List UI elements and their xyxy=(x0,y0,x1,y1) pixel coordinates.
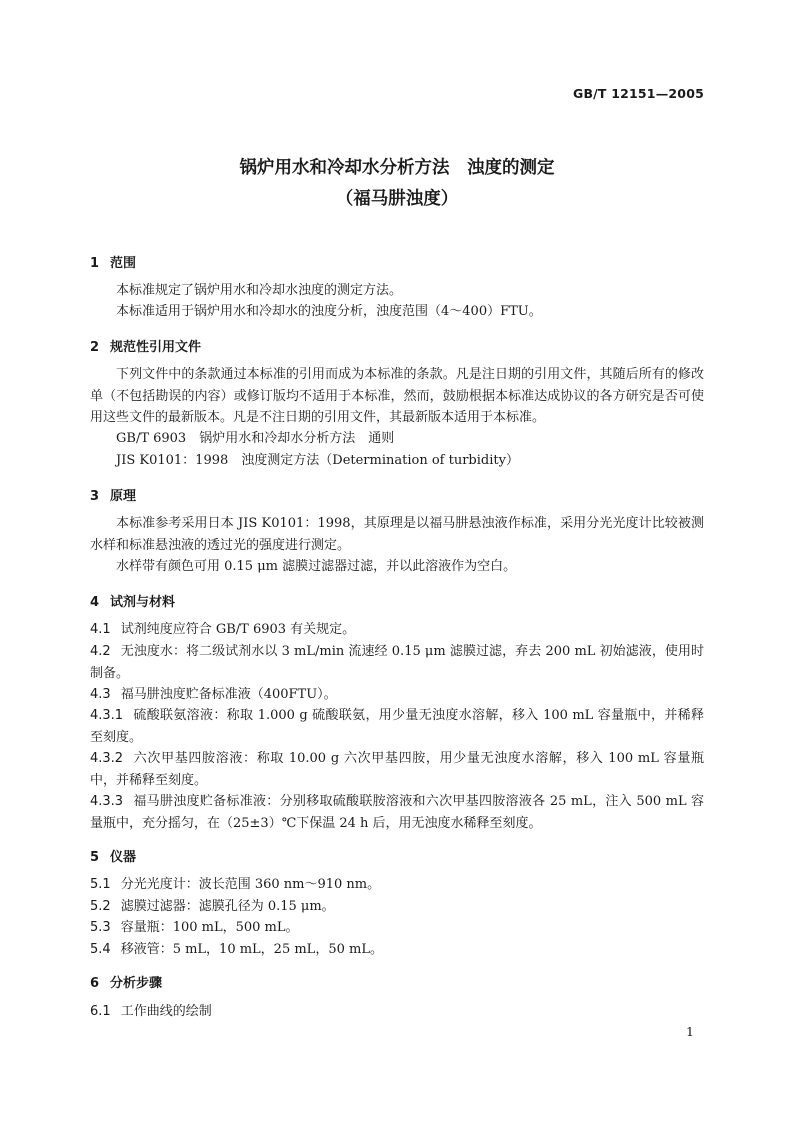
section-number: 3 xyxy=(90,489,100,504)
clause-number: 5.2 xyxy=(90,899,111,914)
reference-item: GB/T 6903 锅炉用水和冷却水分析方法 通则 xyxy=(116,431,395,446)
clause-number: 4.3.2 xyxy=(90,751,124,766)
clause-number: 4.3 xyxy=(90,687,111,702)
section-heading-5 xyxy=(90,846,136,865)
reference-item: JIS K0101：1998 浊度测定方法（Determination of turbidity） xyxy=(116,453,519,468)
clause-text: 工作曲线的绘制 xyxy=(120,1004,212,1019)
section-number: 2 xyxy=(90,340,100,355)
clause-text: 试剂纯度应符合 GB/T 6903 有关规定。 xyxy=(120,622,356,637)
section-title: 仪器 xyxy=(110,850,137,865)
clause-number: 4.2 xyxy=(90,644,111,659)
section-title: 分析步骤 xyxy=(110,976,163,991)
clause-number: 5.1 xyxy=(90,877,111,892)
section-number: 6 xyxy=(90,976,100,991)
section-heading-2 xyxy=(90,336,201,355)
paragraph: 本标准适用于锅炉用水和冷却水的浊度分析，浊度范围（4～400）FTU。 xyxy=(116,304,542,319)
clause-4-2 xyxy=(90,641,704,684)
clause-5-3 xyxy=(90,917,704,939)
section-number: 1 xyxy=(90,256,100,271)
page-number: 1 xyxy=(686,1024,694,1039)
section-number: 5 xyxy=(90,850,100,865)
clause-text: 容量瓶：100 mL，500 mL。 xyxy=(120,920,299,935)
clause-text: 无浊度水：将二级试剂水以 3 mL/min 流速经 0.15 μm 滤膜过滤，弃去 200 mL 初始滤液，使用时制备。 xyxy=(90,644,704,681)
clause-number: 4.3.1 xyxy=(90,708,124,723)
clause-number: 5.4 xyxy=(90,942,111,957)
document-title: 锅炉用水和冷却水分析方法 浊度的测定 xyxy=(239,158,555,178)
section-title: 规范性引用文件 xyxy=(110,340,202,355)
clause-text: 分光光度计：波长范围 360 nm～910 nm。 xyxy=(120,877,381,892)
clause-text: 六次甲基四胺溶液：称取 10.00 g 六次甲基四胺，用少量无浊度水溶解，移入 100 mL 容量瓶中，并稀释至刻度。 xyxy=(90,751,704,788)
section-title: 原理 xyxy=(110,489,137,504)
clause-4-3-2 xyxy=(90,748,704,791)
clause-number: 6.1 xyxy=(90,1004,111,1019)
section-heading-3 xyxy=(90,485,136,504)
clause-4-3-3 xyxy=(90,791,704,834)
section-heading-1 xyxy=(90,252,136,271)
clause-4-3 xyxy=(90,684,704,706)
clause-text: 移液管：5 mL，10 mL，25 mL，50 mL。 xyxy=(120,942,383,957)
document-subtitle: （福马肼浊度） xyxy=(335,189,459,209)
section-title: 范围 xyxy=(110,256,137,271)
section-title: 试剂与材料 xyxy=(110,595,176,610)
clause-number: 4.1 xyxy=(90,622,111,637)
clause-text: 硫酸联氨溶液：称取 1.000 g 硫酸联氨，用少量无浊度水溶解，移入 100 mL 容量瓶中，并稀释至刻度。 xyxy=(90,708,704,745)
clause-text: 滤膜过滤器：滤膜孔径为 0.15 μm。 xyxy=(120,899,335,914)
clause-number: 5.3 xyxy=(90,920,111,935)
clause-4-1 xyxy=(90,619,704,641)
section-number: 4 xyxy=(90,595,100,610)
clause-5-1 xyxy=(90,874,704,896)
clause-text: 福马肼浊度贮备标准液（400FTU）。 xyxy=(120,687,337,702)
paragraph: 下列文件中的条款通过本标准的引用而成为本标准的条款。凡是注日期的引用文件，其随后所有的修改单（不包括勘误的内容）或修订版均不适用于本标准，然而，鼓励根据本标准达成协议的各方研究是否可使用这些文件的最新版本。凡是不注日期的引用文件，其最新版本适用于本标准。 xyxy=(90,367,704,425)
section-heading-6 xyxy=(90,972,162,991)
paragraph: 本标准参考采用日本 JIS K0101：1998，其原理是以福马肼悬浊液作标准，采用分光光度计比较被测水样和标准悬浊液的透过光的强度进行测定。 xyxy=(90,516,704,553)
clause-text: 福马肼浊度贮备标准液：分别移取硫酸联胺溶液和六次甲基四胺溶液各 25 mL，注入 500 mL 容量瓶中，充分摇匀，在（25±3）℃下保温 24 h 后，用无浊度水稀释至刻度。 xyxy=(90,794,704,831)
clause-number: 4.3.3 xyxy=(90,794,124,809)
paragraph: 水样带有颜色可用 0.15 μm 滤膜过滤器过滤，并以此溶液作为空白。 xyxy=(116,559,517,574)
clause-5-2 xyxy=(90,896,704,918)
section-heading-4 xyxy=(90,591,175,610)
clause-4-3-1 xyxy=(90,705,704,748)
paragraph: 本标准规定了锅炉用水和冷却水浊度的测定方法。 xyxy=(116,283,403,298)
clause-5-4 xyxy=(90,939,704,961)
clause-6-1 xyxy=(90,1001,704,1023)
standard-number: GB/T 12151—2005 xyxy=(572,86,704,101)
